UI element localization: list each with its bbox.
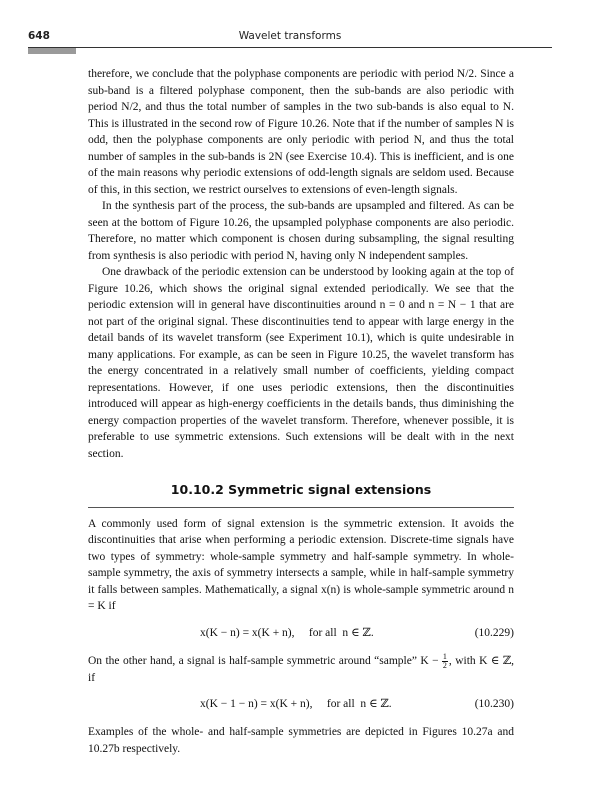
paragraph-half-sample-start: On the other hand, a signal is half-sample symmetric around “sample” K −: [88, 654, 439, 667]
running-title: Wavelet transforms: [238, 30, 342, 42]
equation-body: x(K − 1 − n) = x(K + n), for all n ∈ ℤ.: [200, 698, 392, 710]
paragraph-continuation: therefore, we conclude that the polyphase components are periodic with period N/2. Since a sub-band is a filtered polyphase component, then the sub-bands are also periodic with period N/2, and thus the total number of samples in the two sub-bands is also equal to N. This is illustrated in the second row of Figure 10.26. Note that if the number of samples N is odd, then the polyphase components are only periodic with period N, and thus the total number of samples in the sub-bands is 2N (see Exercise 10.4). This is inefficient, and is one of the main reasons why periodic extensions of odd-length signals are seldom used. Because of this, in this section, we restrict ourselves to extensions of even-length signals.: [88, 68, 514, 196]
equation-number: (10.230): [474, 698, 514, 710]
fraction-one-half: [442, 653, 448, 670]
paragraph-half-sample: [88, 653, 514, 687]
paragraph-symmetric-intro: A commonly used form of signal extension is the symmetric extension. It avoids the discontinuities that arise when performing a periodic extension. Discrete-time signals have two types of symmetry: whole-sample symmetry and half-sample symmetry. In whole-sample symmetry, the axis of symmetry intersects a sample, while in half-sample symmetry it falls between samples. Mathematically, a signal x(n) is whole-sample symmetric around n = K if: [88, 517, 514, 612]
paragraph-synthesis: In the synthesis part of the process, the sub-bands are upsampled and filtered. As can be seen at the bottom of Figure 10.26, the upsampled polyphase components are also periodic. Therefore, no matter which component is chosen during subsampling, the signal resulting from synthesis is also periodic with period N, having only N independent samples.: [88, 200, 514, 262]
fraction-numerator: 1: [442, 651, 447, 661]
paragraph-examples: Examples of the whole- and half-sample symmetries are depicted in Figures 10.27a and 10.27b respectively.: [88, 726, 514, 755]
paragraph-half-sample-end: , with K ∈ ℤ, if: [88, 654, 514, 684]
equation-10-229: [88, 625, 514, 643]
paragraph-drawback: One drawback of the periodic extension can be understood by looking again at the top of Figure 10.26, which shows the original signal extended periodically. We see that the periodic extension will in general have discontinuities around n = 0 and n = N − 1 that are not part of the original signal. These discontinuities tend to appear with large energy in the detail bands of its wavelet transform (see Experiment 10.1), which is quite undesirable in many applications. For example, as can be seen in Figure 10.25, the wavelet transform has the energy concentrated in a relatively small number of coefficients, yielding compact representations. However, if one uses periodic extensions, then the discontinuities introduced will appear as high-energy coefficients in the details bands, thus diminishing the energy compaction properties of the wavelet transform. Therefore, whenever possible, it is preferable to use symmetric extensions. Such extensions will be dealt with in the next section.: [88, 266, 514, 460]
section-heading: 10.10.2 Symmetric signal extensions: [88, 482, 514, 508]
equation-body: x(K − n) = x(K + n), for all n ∈ ℤ.: [200, 626, 374, 639]
fraction-denominator: 2: [442, 660, 447, 670]
equation-10-230: [88, 696, 514, 714]
header-rule: [28, 47, 552, 48]
header-accent-bar: [28, 48, 76, 54]
running-header: [28, 30, 552, 44]
page-number: 648: [28, 30, 50, 42]
equation-number: (10.229): [474, 626, 514, 639]
page-body: [88, 66, 514, 757]
